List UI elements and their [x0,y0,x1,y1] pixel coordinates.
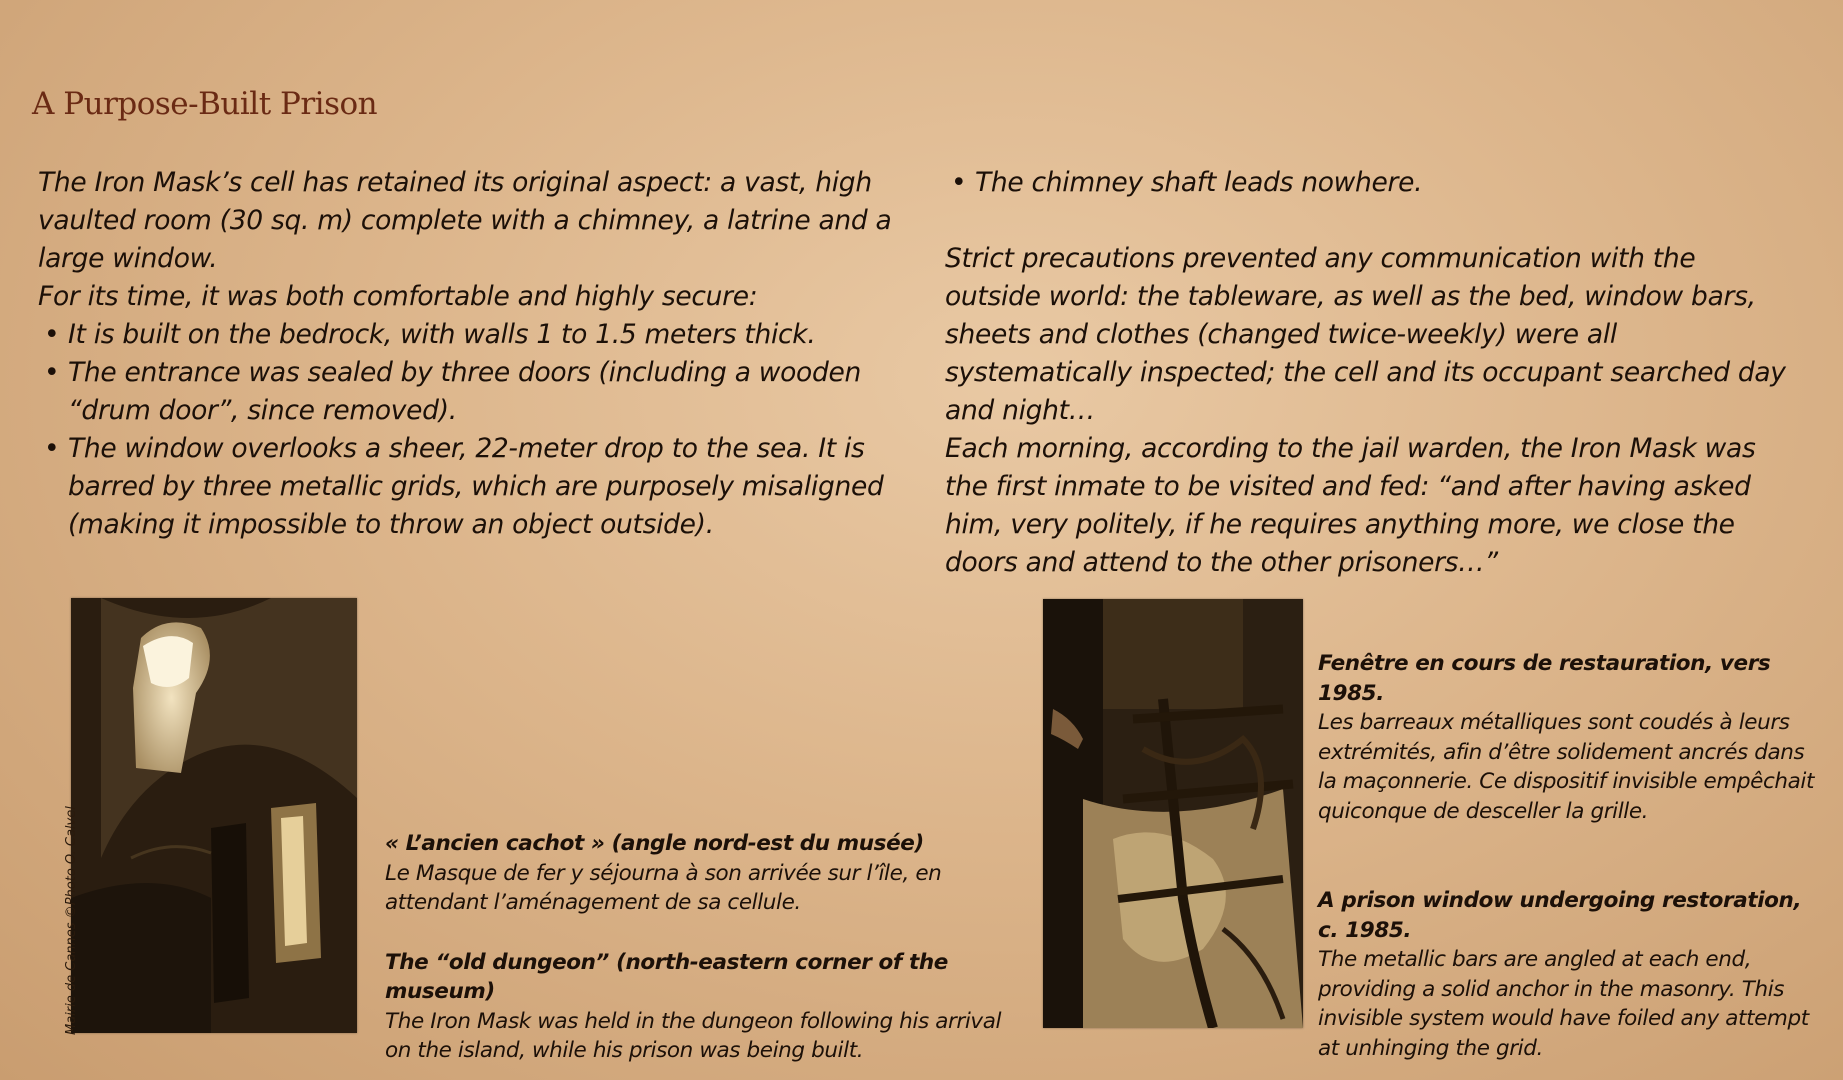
dungeon-photo-image [71,598,357,1033]
caption-heading-en: The “old dungeon” (north-eastern corner of the museum) [385,949,948,1004]
bullet-item: • The chimney shaft leads nowhere. [945,164,1795,202]
caption-body-fr: Le Masque de fer y séjourna à son arrivée sur l’île, en attendant l’aménagement de sa cellule. [385,860,942,915]
window-restoration-photo [1043,599,1303,1028]
caption-heading-en: A prison window undergoing restoration, c. 1985. [1318,888,1802,943]
window-photo-image [1043,599,1303,1028]
precautions-paragraph: Strict precautions prevented any communication with the outside world: the tableware, as well as the bed, window bars, sheets and clothes (changed twice-weekly) were all systematically inspected; the cell and its occupant searched day and night… [945,243,1786,426]
right-text-column [945,164,1795,582]
panel-title: A Purpose-Built Prison [32,86,378,122]
caption-body-fr: Les barreaux métalliques sont coudés à leurs extrémités, afin d’être solidement ancrés dans la maçonnerie. Ce dispositif invisible empêchait quiconque de desceller la grille. [1318,710,1814,824]
caption-heading-fr: Fenêtre en cours de restauration, vers 1985. [1318,651,1771,706]
bullet-item: • The entrance was sealed by three doors (including a wooden “drum door”, since removed). [38,354,918,430]
bullet-item: • The window overlooks a sheer, 22-meter drop to the sea. It is barred by three metallic grids, which are purposely misaligned (making it impossible to throw an object outside). [38,430,918,544]
intro-paragraph: The Iron Mask’s cell has retained its original aspect: a vast, high vaulted room (30 sq. m) complete with a chimney, a latrine and a large window. [38,167,892,274]
dungeon-caption [385,829,1005,1066]
caption-body-en: The Iron Mask was held in the dungeon following his arrival on the island, while his prison was being built. [385,1008,1002,1063]
window-caption [1318,649,1818,1063]
bullet-item: • It is built on the bedrock, with walls 1 to 1.5 meters thick. [38,316,918,354]
caption-heading-fr: « L’ancien cachot » (angle nord-est du musée) [385,831,924,856]
dungeon-photo [71,598,357,1033]
warden-paragraph: Each morning, according to the jail warden, the Iron Mask was the first inmate to be visited and fed: “and after having asked him, very politely, if he requires anything more, we close the doors and attend to the other prisoners…” [945,433,1756,578]
photo-credit: Mairie de Cannes ©Photo O. Calvel [64,806,79,1035]
lead-sentence: For its time, it was both comfortable and highly secure: [38,281,758,312]
left-text-column [38,164,918,544]
caption-body-en: The metallic bars are angled at each end, providing a solid anchor in the masonry. This invisible system would have foiled any attempt at unhinging the grid. [1318,947,1809,1061]
